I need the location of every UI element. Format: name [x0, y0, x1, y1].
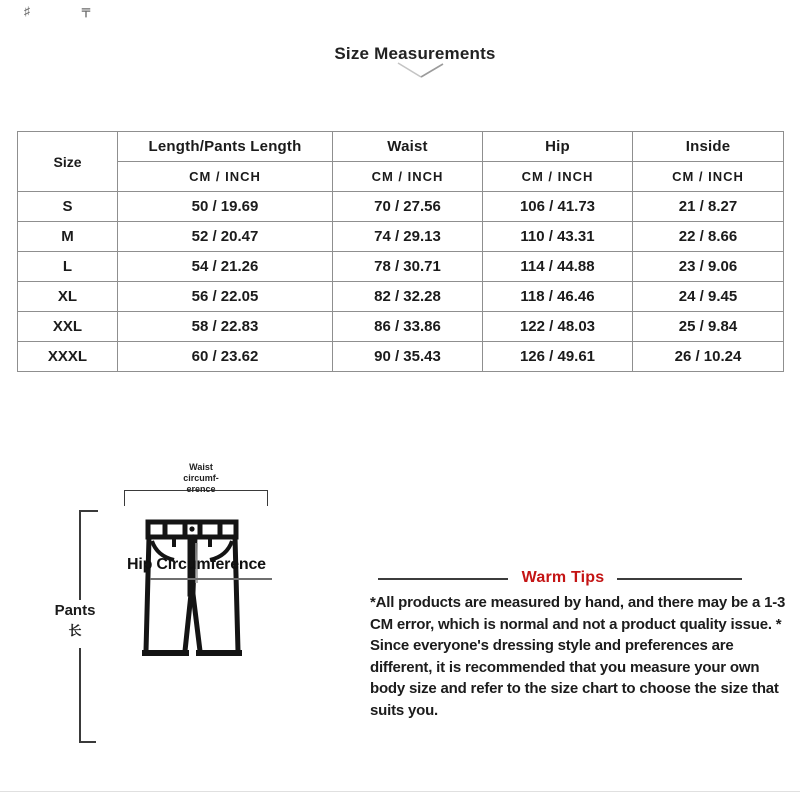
unit-header: CM / INCH: [333, 162, 483, 192]
measurement-cell: 52 / 20.47: [118, 222, 333, 252]
length-bracket-top-tick: [79, 510, 98, 512]
table-row: [18, 222, 784, 252]
size-cell: S: [18, 192, 118, 222]
column-header: Hip: [483, 132, 633, 162]
measurement-cell: 86 / 33.86: [333, 312, 483, 342]
length-bracket-line-lower: [79, 648, 81, 742]
measurement-cell: 21 / 8.27: [633, 192, 784, 222]
measurement-cell: 50 / 19.69: [118, 192, 333, 222]
size-cell: M: [18, 222, 118, 252]
measurement-cell: 114 / 44.88: [483, 252, 633, 282]
table-row: [18, 282, 784, 312]
measurement-cell: 74 / 29.13: [333, 222, 483, 252]
size-cell: XL: [18, 282, 118, 312]
decorative-mark-1: ♯: [24, 4, 30, 18]
measurement-cell: 78 / 30.71: [333, 252, 483, 282]
measurement-cell: 118 / 46.46: [483, 282, 633, 312]
pants-length-label: [44, 602, 106, 639]
unit-header: CM / INCH: [118, 162, 333, 192]
chevron-down-icon: [397, 62, 445, 80]
hip-circumference-label: Hip Circumference: [127, 556, 266, 573]
table-row: [18, 252, 784, 282]
tips-divider-left: [378, 578, 508, 580]
tips-divider-right: [617, 578, 742, 580]
length-bracket-line-upper: [79, 510, 81, 600]
measurement-cell: 110 / 43.31: [483, 222, 633, 252]
size-cell: L: [18, 252, 118, 282]
measurement-cell: 122 / 48.03: [483, 312, 633, 342]
table-row: [18, 312, 784, 342]
measurement-cell: 106 / 41.73: [483, 192, 633, 222]
waist-label-line1: Waist: [189, 462, 213, 472]
measurement-cell: 126 / 49.61: [483, 342, 633, 372]
waist-label-line2: circumf-: [183, 473, 219, 483]
pants-label-text: Pants: [54, 602, 96, 619]
unit-header: CM / INCH: [633, 162, 784, 192]
page-title: Size Measurements: [334, 44, 496, 63]
measurement-cell: 60 / 23.62: [118, 342, 333, 372]
measurement-cell: 54 / 21.26: [118, 252, 333, 282]
length-bracket-bottom-tick: [79, 741, 96, 743]
measurement-cell: 90 / 35.43: [333, 342, 483, 372]
measurement-cell: 70 / 27.56: [333, 192, 483, 222]
measurement-cell: 23 / 9.06: [633, 252, 784, 282]
measurement-cell: 22 / 8.66: [633, 222, 784, 252]
column-header: Waist: [333, 132, 483, 162]
measurement-cell: 58 / 22.83: [118, 312, 333, 342]
unit-header: CM / INCH: [483, 162, 633, 192]
warm-tips-heading: Warm Tips: [521, 569, 605, 586]
measurement-cell: 26 / 10.24: [633, 342, 784, 372]
size-table: [17, 131, 784, 372]
pants-drawing: [140, 514, 244, 660]
measurement-cell: 25 / 9.84: [633, 312, 784, 342]
warm-tips-body: *All products are measured by hand, and there may be a 1-3 CM error, which is normal and not a product quality issue. * Since everyone's dressing style and preferences are different, it is recommended that you measure your own body size and refer to the size chart to choose the size that suits you.: [370, 594, 786, 719]
bottom-divider: [0, 791, 800, 792]
column-header: Length/Pants Length: [118, 132, 333, 162]
waist-circumference-label: [158, 462, 244, 495]
hip-marker-line: [150, 578, 272, 580]
measurement-cell: 82 / 32.28: [333, 282, 483, 312]
column-header: Inside: [633, 132, 784, 162]
size-cell: XXL: [18, 312, 118, 342]
decorative-mark-2: 〒: [80, 6, 93, 20]
pants-button: [189, 526, 194, 531]
table-row: [18, 342, 784, 372]
measurement-cell: 24 / 9.45: [633, 282, 784, 312]
waist-bracket-left-tick: [124, 490, 125, 506]
table-row: [18, 192, 784, 222]
size-column-header: Size: [18, 132, 118, 192]
pants-label-cn-text: 长: [68, 623, 82, 638]
waist-bracket-right-tick: [267, 490, 268, 506]
waist-label-line3: erence: [186, 484, 216, 494]
measurement-cell: 56 / 22.05: [118, 282, 333, 312]
size-cell: XXXL: [18, 342, 118, 372]
